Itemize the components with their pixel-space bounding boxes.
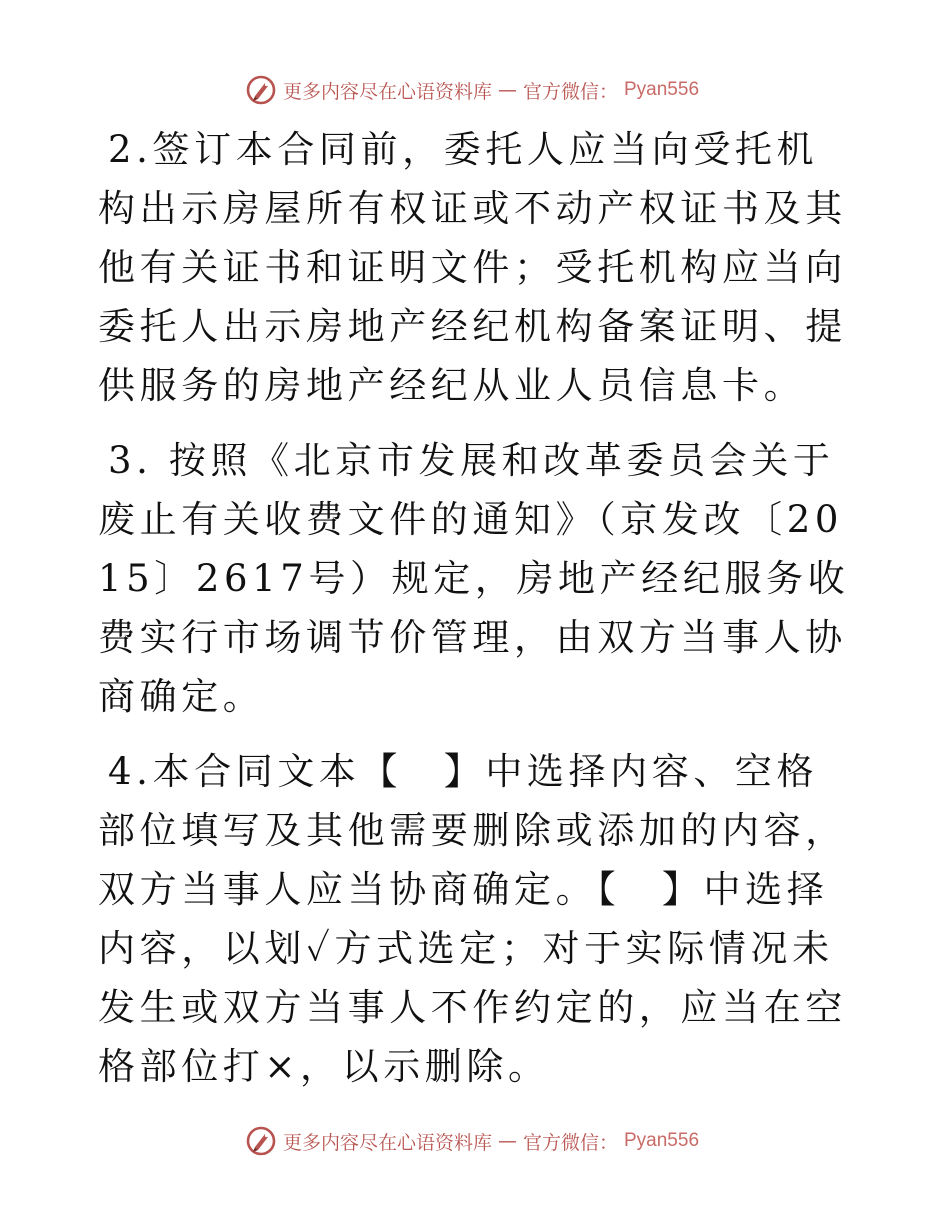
header-banner [0,70,950,110]
paragraph-number: 4. [108,750,153,793]
document-body [98,120,858,1112]
paragraph-4 [98,742,858,1096]
banner-separator: — [497,79,517,101]
footer-banner [0,1121,950,1161]
paragraph-text: 本合同文本【 】中选择内容、空格部位填写及其他需要删除或添加的内容，双方当事人应当协商确定。【 】中选择内容，以划✓方式选定；对于实际情况未发生或双方当事人不作约定的，应当在空格部位打×，以示删除。 [98,750,847,1088]
footer-banner-inner [245,1125,699,1157]
banner-text: 更多内容尽在心语资料库 [282,1131,492,1154]
banner-separator: — [497,1130,517,1152]
paragraph-number: 3. [108,439,153,482]
paragraph-text: 按照《北京市发展和改革委员会关于废止有关收费文件的通知》（京发改〔2015〕2617号）规定，房地产经纪服务收费实行市场调节价管理，由双方当事人协商确定。 [98,439,850,718]
banner-wechat-label: 官方微信： [522,1131,618,1154]
paragraph-number: 2. [108,128,153,171]
banner-wechat-label: 官方微信： [522,80,618,103]
pen-logo-icon [245,74,277,106]
paragraph-3 [98,431,858,726]
banner-wechat-id: Pyan556 [624,1130,700,1151]
pen-logo-icon [245,1125,277,1157]
paragraph-text: 签订本合同前，委托人应当向受托机构出示房屋所有权证或不动产权证书及其他有关证书和证明文件；受托机构应当向委托人出示房地产经纪机构备案证明、提供服务的房地产经纪从业人员信息卡。 [98,128,847,407]
banner-wechat-id: Pyan556 [624,79,700,100]
banner-text: 更多内容尽在心语资料库 [282,80,492,103]
header-banner-inner [245,74,699,106]
paragraph-2 [98,120,858,415]
